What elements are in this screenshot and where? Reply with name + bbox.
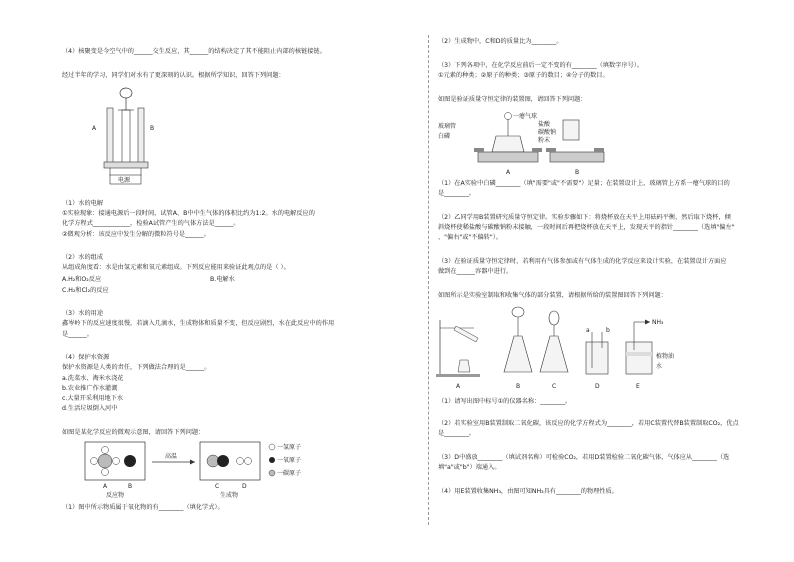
label-c: C [215, 483, 220, 490]
tube-a-label: A [92, 125, 97, 132]
lab-apparatus-figure [436, 302, 696, 394]
s3-line2: 是______。 [62, 331, 93, 338]
micro-reaction-figure [80, 440, 320, 500]
s4-title: （4）保护水资源 [62, 354, 110, 361]
legend-oxygen: 一氧原子 [277, 457, 302, 464]
mass-conservation-figure [438, 108, 608, 180]
reactants-label: 反应物 [106, 492, 125, 499]
micro-q1: （1）图中所示物质属于氧化物的有________（填化学式）。 [62, 504, 224, 511]
acid-label: 盐酸 [538, 121, 551, 128]
s2-line1: 从组成角度看：水是由氢元素和氧元素组成。下列反应能用来验证此观点的是（ ）。 [62, 264, 290, 271]
products-label: 生成物 [220, 492, 239, 499]
tube-label: 玻璃管 [438, 123, 457, 130]
tube-b-label: B [150, 125, 155, 132]
apparatus-b-label: B [516, 383, 521, 390]
lab-q1: （1）请写出图中标号①的仪器名称：________。 [438, 398, 572, 405]
s4-option-b: b.农业推广作水灌溉 [62, 385, 118, 392]
label-a: A [103, 483, 108, 490]
s1-line1: ①实验现象：接通电源后一段时间，试管A、B中中生气体的体积比约为1:2。水的电解反应的 [62, 210, 315, 217]
mc-q1-cont: 是________。 [438, 190, 476, 197]
balloon-label: 一瘪气球 [513, 113, 538, 120]
electrolysis-apparatus-figure [88, 84, 168, 190]
apparatus-a-label: A [456, 383, 461, 390]
s2-option-a: A.H₂和O₂反应 [62, 276, 102, 283]
lab-q3: （3）D中盛放________（填试剂名称）可检验CO₂，若用D装置检验二氧化碳气体，气体应从________（选 [438, 454, 730, 461]
water-label: 水 [656, 363, 663, 370]
mc-q2-cont1: 斜烧杯使稀盐酸与碳酸钠粉末接触，一段时间后再把烧杯放在天平上，发现天平的指针________（选填"偏左" [438, 224, 735, 231]
s1-title: （1）水的电解 [62, 200, 104, 207]
lab-q3-cont: 填"a"或"b"）端通入。 [438, 464, 501, 471]
s1-line2: 化学方程式____________，检验A试管产生的气体方法是______。 [62, 220, 240, 227]
column-divider [428, 35, 429, 525]
s4-option-c: c.大量开采利用地下水 [62, 395, 124, 402]
s2-title: （2）水的组成 [62, 254, 104, 261]
lab-q2: （2）若实验室用B装置制取二氧化碳，该反应的化学方程式为________，若用C装置代替B装置制取CO₂，优点 [438, 420, 739, 427]
s3-line1: 鑫岑岭下的反应速度很慢，若滴入几滴水，生成物体和质量不变，但反应剧烈，水在此反应中的作用 [62, 320, 335, 327]
condition-label: 高温 [165, 453, 178, 460]
mc-q2: （2）乙同学用B装置研究质量守恒定律。实验步骤如下：将烧杯放在天平上用砝码平衡，然后取下烧杯，倾 [438, 214, 731, 221]
apparatus-b-label: B [575, 169, 580, 176]
q4-intro: （4）核聚变是今空气中的______交生反应，其______的结构决定了其不能阻止内部的核链接链。 [62, 48, 326, 55]
sodium-carbonate-label: 碳酸钠 [538, 129, 557, 136]
apparatus-c-label: C [552, 383, 557, 390]
s2-option-c: C.H₂和Cl₂的反应 [62, 287, 109, 294]
mass-conservation-intro: 如图是验证质量守恒定律的装置图，请回答下列问题： [438, 96, 587, 103]
micro-intro: 如图是某化学反应的微观示意图，请回答下列问题： [62, 429, 205, 436]
mc-q1: （1）在A实验中白磷________（填"需要"或"不需要"）足量；在装置设计上，玻璃管上方系一瘪气球的目的 [438, 180, 730, 187]
s4-line1: 保护水资源是人类的责任，下列做法合理的是______。 [62, 364, 211, 371]
nh3-label: NH₃ [652, 319, 664, 326]
mc-q3: （3）在验证质量守恒定律时，若利用有气体参加或有气体生成的化学反应来设计实验，在装置设计方面应 [438, 258, 727, 265]
lab-q2-cont: 是________。 [438, 430, 476, 437]
micro-q3-options: ①元素的种类；②原子的种类；③原子的数目；④分子的数目。 [438, 72, 609, 79]
phosphorus-label: 白磷 [438, 133, 451, 140]
apparatus-d-label: D [595, 383, 600, 390]
powder-label: 粉末 [538, 137, 551, 144]
mc-q3-cont: 做到在______容器中进行。 [438, 268, 513, 275]
intro-text: 经过半年的学习，同学们对水有了更深刻的认识。根据所学知识，回答下列问题： [62, 72, 285, 79]
s4-option-d: d.生活垃圾倒入河中 [62, 405, 118, 412]
s2-option-b: B.电解水 [210, 276, 235, 283]
legend-carbon: 一碳原子 [277, 470, 302, 477]
inlet-a-label: a [586, 327, 590, 334]
apparatus-e-label: E [636, 383, 640, 390]
power-label: 电源 [118, 177, 131, 184]
micro-q2: （2）生成物中，C和D的质量比为________。 [438, 38, 563, 45]
legend-hydrogen: 一氢原子 [277, 444, 302, 451]
s3-title: （3）水的用途 [62, 310, 104, 317]
micro-q3: （3）下列各项中，在化学反应前后一定不变的有________（填数字序号）。 [438, 62, 644, 69]
lab-q4: （4）用E装置收集NH₃，由图可知NH₃具有________的物理性质。 [438, 488, 618, 495]
oil-label: 植物油 [656, 353, 675, 360]
mc-q2-cont2: 、"偏右"或"不偏转"）。 [438, 234, 502, 241]
inlet-b-label: b [606, 327, 610, 334]
label-b: B [128, 483, 133, 490]
apparatus-a-label: A [506, 169, 511, 176]
label-d: D [242, 483, 247, 490]
lab-intro: 如图所示是实验室制取和收集气体的部分装置，请根据所给的装置图回答下列问题： [438, 292, 667, 299]
s4-option-a: a.洗菜水、淘米水浇花 [62, 375, 124, 382]
s1-line3: ②微观分析：该反应中发生分解的微粒符号是______。 [62, 231, 210, 238]
